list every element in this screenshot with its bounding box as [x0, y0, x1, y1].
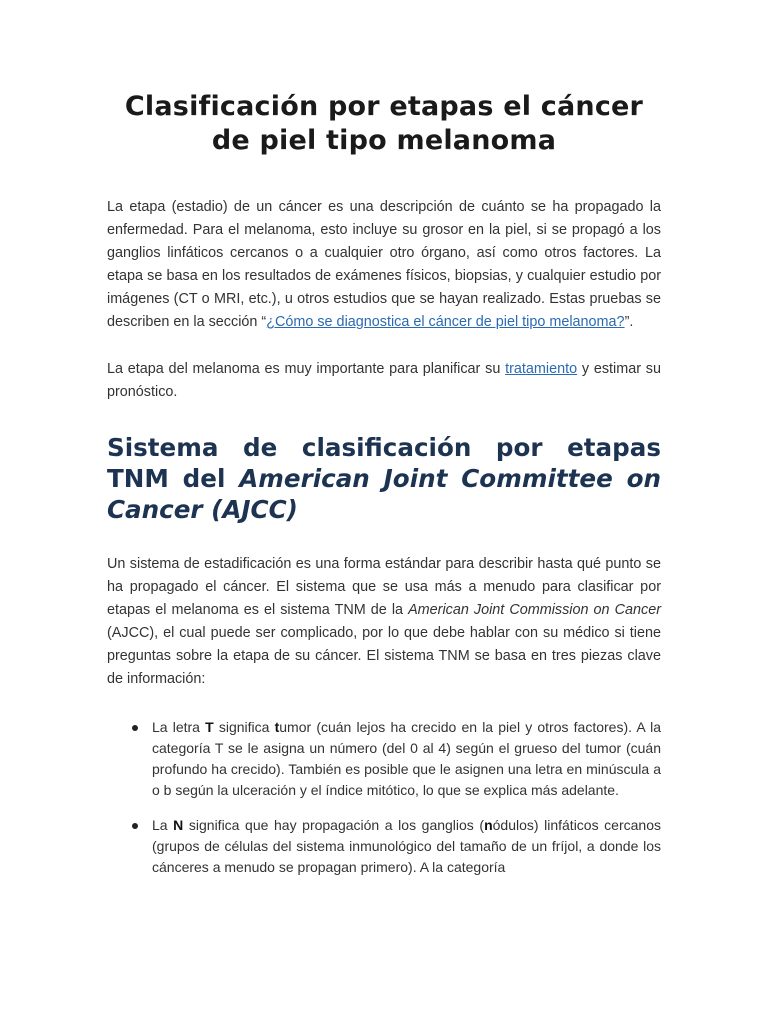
document-page	[107, 90, 661, 892]
bullet-text: La	[152, 817, 174, 833]
intro-text-end: ”.	[624, 314, 634, 330]
intro-text: La etapa (estadio) de un cáncer es una descripción de cuánto se ha propagado la enfermedad. Para el melanoma, esto incluye su grosor en la piel, si se propagó a los ganglios linfáticos cercanos o a cualquier otro órgano, así como otros factores. La etapa se basa en los resultados de exámenes físicos, biopsias, y cualquier estudio por imágenes (CT o MRI, etc.), u otros estudios que se hayan realizado. Estas pruebas se describen en la sección “	[107, 199, 661, 330]
bullet-initial: t	[274, 719, 280, 735]
diagnosis-link[interactable]: ¿Cómo se diagnostica el cáncer de piel tipo melanoma?	[266, 314, 625, 330]
bullet-letter: T	[205, 719, 214, 735]
bullet-icon	[132, 725, 138, 731]
tnm-bullet-list	[107, 717, 661, 878]
tnm-intro-paragraph	[107, 553, 661, 691]
bullet-initial: n	[484, 817, 493, 833]
document-title: Clasificación por etapas el cáncer de piel tipo melanoma	[124, 91, 644, 156]
section-heading	[107, 432, 661, 525]
intro-paragraph	[107, 196, 661, 334]
bullet-text: significa	[213, 719, 275, 735]
section-heading-plain: Sistema de clasificación por etapas TNM del	[107, 433, 661, 493]
treatment-link[interactable]: tratamiento	[505, 361, 578, 377]
importance-paragraph	[107, 358, 661, 404]
tnm-intro-text: Un sistema de estadificación es una forma estándar para describir hasta qué punto se ha propagado el cáncer. El sistema que se usa más a menudo para clasificar por etapas el melanoma es el sistema TNM de la	[107, 556, 661, 618]
tnm-intro-text-end: (AJCC), el cual puede ser complicado, por lo que debe hablar con su médico si tiene preguntas sobre la etapa de su cáncer. El sistema TNM se basa en tres piezas clave de información:	[107, 625, 661, 687]
section-heading-italic: American Joint Committee on Cancer (AJCC)	[107, 464, 661, 524]
list-item	[107, 717, 661, 801]
bullet-text: significa que hay propagación a los ganglios (	[183, 817, 485, 833]
list-item	[107, 815, 661, 878]
tnm-intro-italic: American Joint Commission on Cancer	[408, 602, 661, 618]
bullet-icon	[132, 823, 138, 829]
bullet-letter: N	[173, 817, 184, 833]
bullet-text: La letra	[152, 719, 206, 735]
bullet-text: umor (cuán lejos ha crecido en la piel y otros factores). A la categoría T se le asigna un número (del 0 al 4) según el grueso del tumor (cuán profundo ha crecido). También es posible que le asignen una letra en minúscula a o b según la ulceración y el índice mitótico, lo que se explica más adelante.	[152, 719, 662, 798]
importance-text-end: y estimar su pronóstico.	[107, 361, 661, 400]
bullet-text: ódulos) linfáticos cercanos (grupos de células del sistema inmunológico del tamaño de un fríjol, a donde los cánceres a menudo se propagan primero). A la categoría	[152, 817, 661, 875]
importance-text: La etapa del melanoma es muy importante para planificar su	[107, 361, 506, 377]
